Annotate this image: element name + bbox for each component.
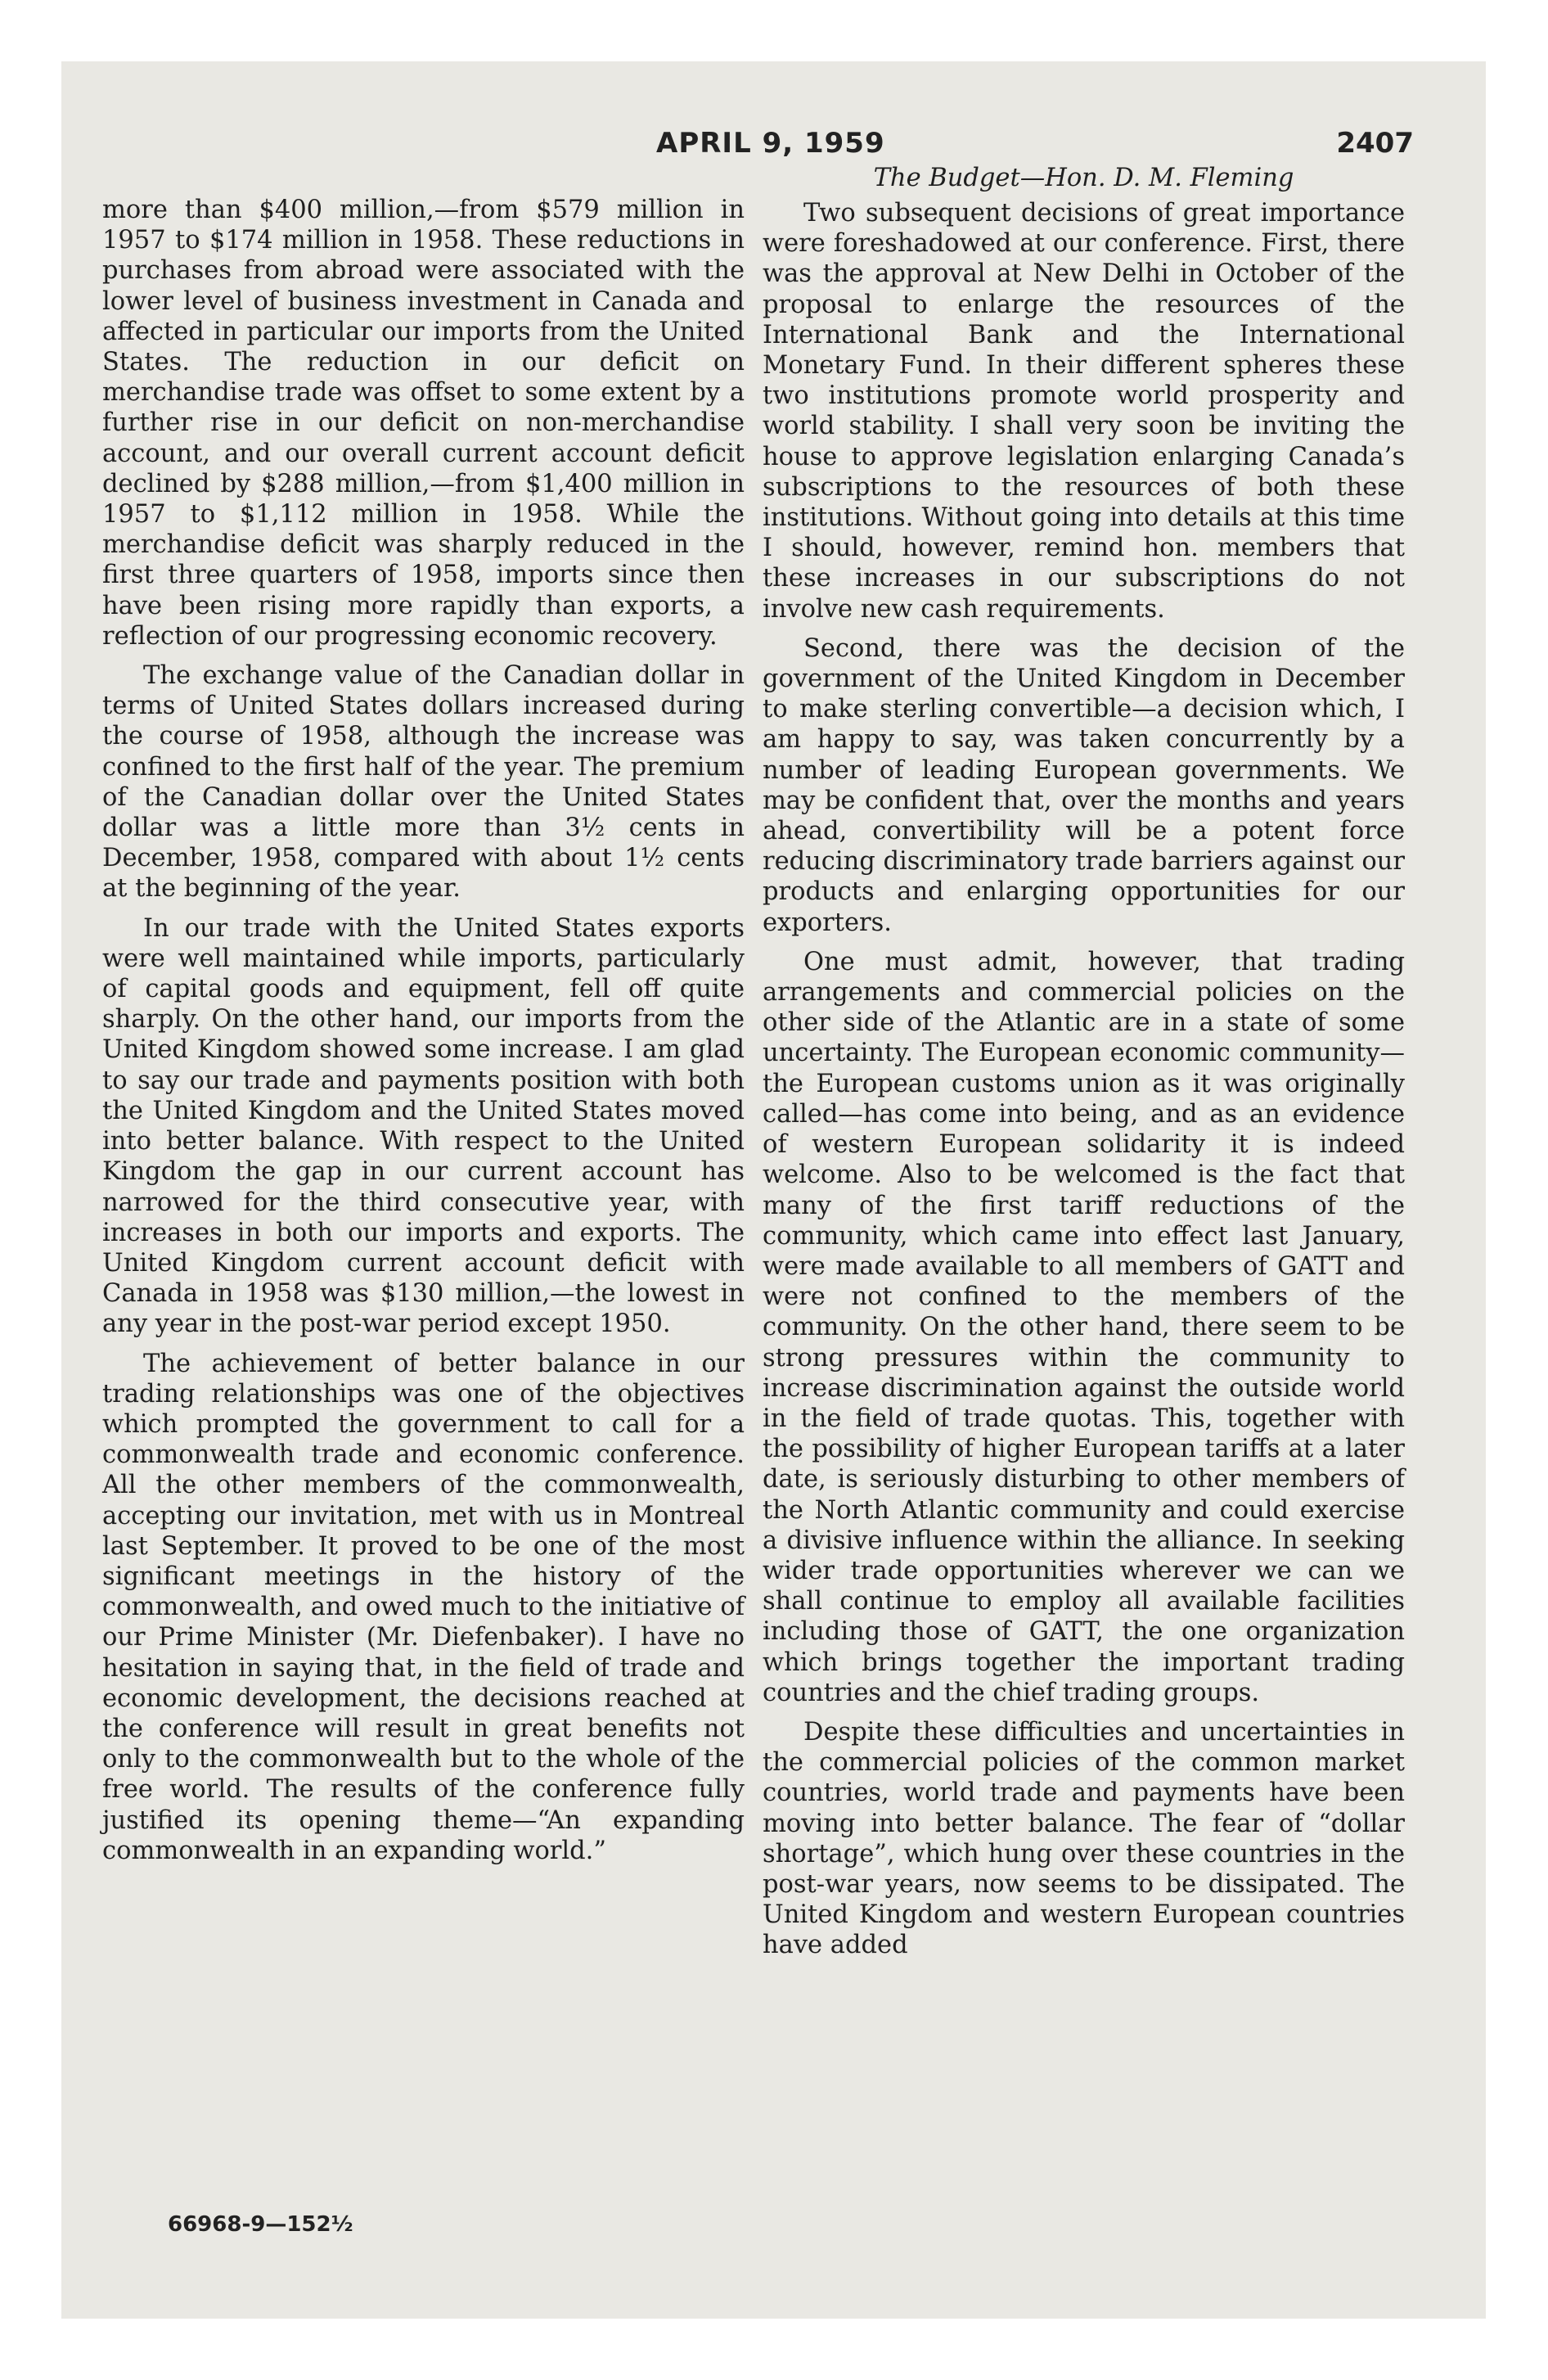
left-column — [102, 195, 745, 1875]
header-date: APRIL 9, 1959 — [656, 127, 885, 160]
printer-code: 66968-9—152½ — [168, 2212, 353, 2237]
page-number: 2407 — [1336, 127, 1414, 160]
paragraph: more than $400 million,—from $579 million in 1957 to $174 million in 1958. These reductions in purchases from abroad were associated with the lower level of business investment in Canada and affected in particular our imports from the United States. The reduction in our deficit on merchandise trade was offset to some extent by a further rise in our deficit on non-merchandise account, and our overall current account deficit declined by $288 million,—from $1,400 million in 1957 to $1,112 million in 1958. While the merchandise deficit was sharply reduced in the first three quarters of 1958, imports since then have been rising more rapidly than exports, a reflection of our progressing economic recovery. — [102, 196, 745, 651]
document-page — [61, 61, 1486, 2319]
paragraph: Despite these difficulties and uncertainties in the commercial policies of the common market countries, world trade and payments have been moving into better balance. The fear of “dollar shortage”, which hung over these countries in the post-war years, now seems to be dissipated. The United Kingdom and western European countries have added — [763, 1717, 1405, 1960]
paragraph: The achievement of better balance in our trading relationships was one of the objectives which prompted the government to call for a commonwealth trade and economic conference. All the other members of the commonwealth, accepting our invitation, met with us in Montreal last September. It proved to be one of the most significant meetings in the history of the commonwealth, and owed much to the initiative of our Prime Minister (Mr. Diefenbaker). I have no hesitation in saying that, in the field of trade and economic development, the decisions reached at the conference will result in great benefits not only to the commonwealth but to the whole of the free world. The results of the conference fully justified its opening theme—“An expanding commonwealth in an expanding world.” — [102, 1349, 745, 1865]
page-header — [61, 127, 1486, 165]
paragraph: In our trade with the United States exports were well maintained while imports, particularly of capital goods and equipment, fell off quite sharply. On the other hand, our imports from the United Kingdom showed some increase. I am glad to say our trade and payments position with both the United Kingdom and the United States moved into better balance. With respect to the United Kingdom the gap in our current account has narrowed for the third consecutive year, with increases in both our imports and exports. The United Kingdom current account deficit with Canada in 1958 was $130 million,—the lowest in any year in the post-war period except 1950. — [102, 913, 745, 1339]
paragraph: Two subsequent decisions of great importance were foreshadowed at our conference. First, there was the approval at New Delhi in October of the proposal to enlarge the resources of the International Bank and the International Monetary Fund. In their different spheres these two institutions promote world prosperity and world stability. I shall very soon be inviting the house to approve legislation enlarging Canada’s subscriptions to the resources of both these institutions. Without going into details at this time I should, however, remind hon. members that these increases in our subscriptions do not involve new cash requirements. — [763, 199, 1405, 624]
running-head: The Budget—Hon. D. M. Fleming — [873, 164, 1294, 192]
right-column — [763, 163, 1405, 1970]
paragraph: Second, there was the decision of the government of the United Kingdom in December to make sterling convertible—a decision which, I am happy to say, was taken concurrently by a number of leading European governments. We may be confident that, over the months and years ahead, convertibility will be a potent force reducing discriminatory trade barriers against our products and enlarging opportunities for our exporters. — [763, 633, 1405, 937]
paragraph: The exchange value of the Canadian dollar in terms of United States dollars increased during the course of 1958, although the increase was confined to the first half of the year. The premium of the Canadian dollar over the United States dollar was a little more than 3½ cents in December, 1958, compared with about 1½ cents at the beginning of the year. — [102, 661, 745, 904]
paragraph: One must admit, however, that trading arrangements and commercial policies on the other side of the Atlantic are in a state of some uncertainty. The European economic community—the European customs union as it was originally called—has come into being, and as an evidence of western European solidarity it is indeed welcome. Also to be welcomed is the fact that many of the first tariff reductions of the community, which came into effect last January, were made available to all members of GATT and were not confined to the members of the community. On the other hand, there seem to be strong pressures within the community to increase discrimination against the outside world in the field of trade quotas. This, together with the possibility of higher European tariffs at a later date, is seriously disturbing to other members of the North Atlantic community and could exercise a divisive influence within the alliance. In seeking wider trade opportunities wherever we can we shall continue to employ all available facilities including those of GATT, the one organization which brings together the important trading countries and the chief trading groups. — [763, 947, 1405, 1707]
